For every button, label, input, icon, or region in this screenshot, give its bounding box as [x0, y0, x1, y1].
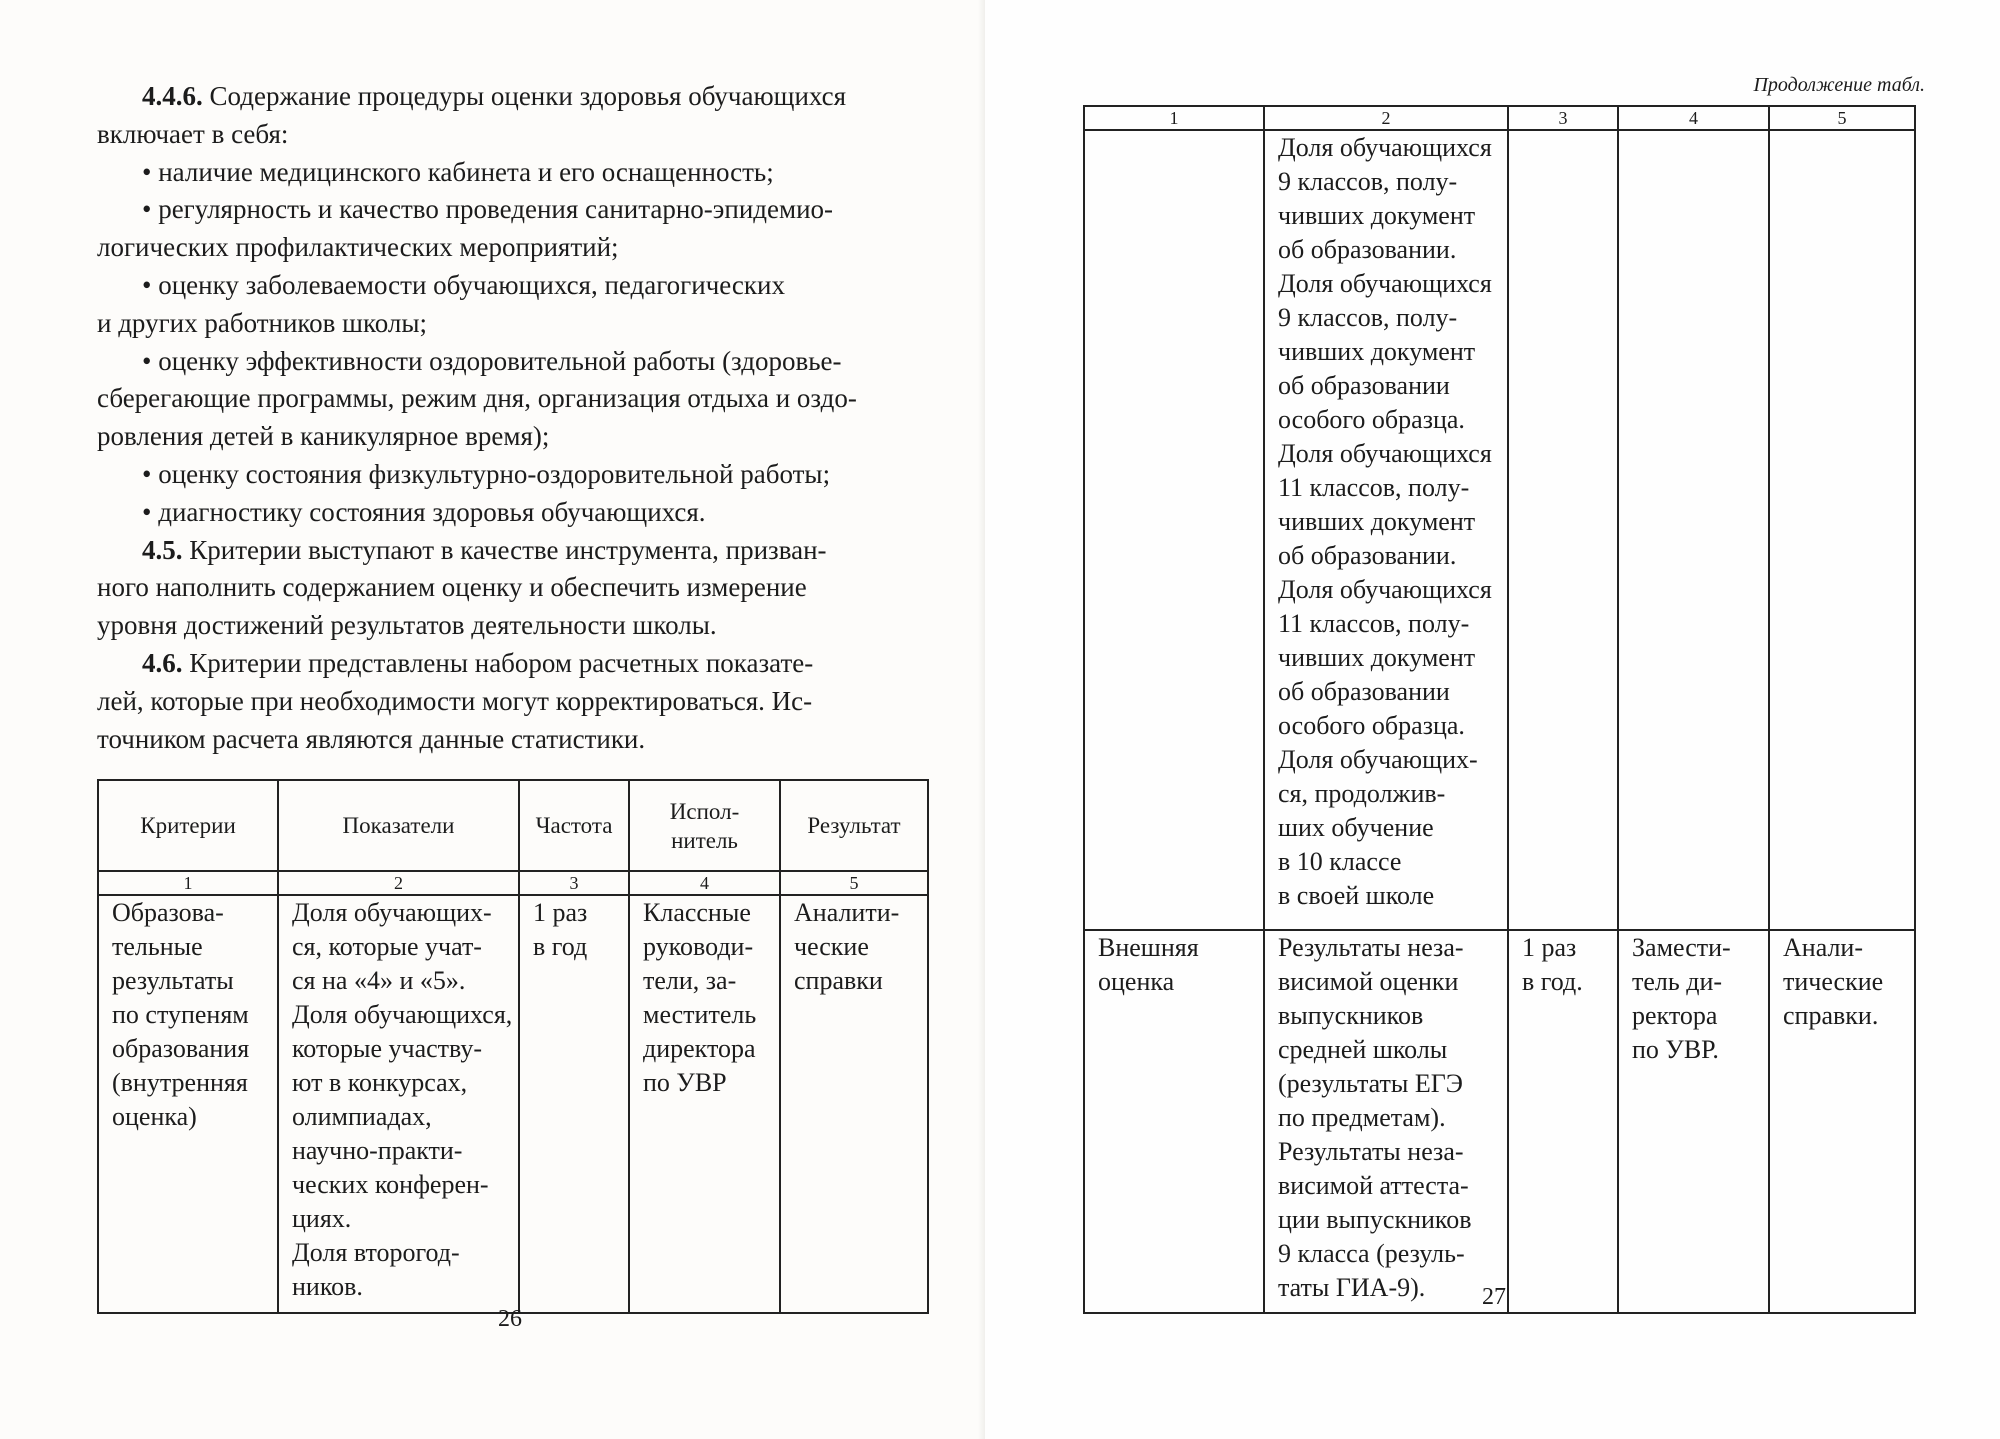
text-line — [97, 343, 925, 381]
cell-line: 9 классов, полу- — [1278, 167, 1458, 196]
text-line — [97, 569, 925, 607]
cell-indicators — [1264, 930, 1508, 1313]
text-line — [97, 154, 925, 192]
cell-line: образования — [112, 1034, 250, 1063]
page-number: 27 — [1482, 1284, 1506, 1310]
cell-frequency — [1508, 130, 1618, 930]
cell-line: меститель — [643, 1000, 757, 1029]
column-header — [98, 780, 278, 871]
cell-line: чивших документ — [1278, 643, 1476, 672]
cell-line: справки — [794, 966, 883, 995]
column-header — [519, 780, 629, 871]
cell-frequency — [1508, 930, 1618, 1313]
cell-line: Результаты неза- — [1278, 1137, 1464, 1166]
header-line: Результат — [807, 813, 901, 838]
cell-line: висимой аттеста- — [1278, 1171, 1469, 1200]
text-line — [97, 116, 925, 154]
cell-line: 11 классов, полу- — [1278, 473, 1470, 502]
cell-result — [1769, 930, 1915, 1313]
cell-line: ся, которые учат- — [292, 932, 482, 961]
criteria-table — [97, 779, 929, 1314]
cell-line: ших обучение — [1278, 813, 1434, 842]
cell-line: по УВР. — [1632, 1035, 1719, 1064]
column-number: 3 — [519, 871, 629, 895]
cell-line: Внешняя — [1098, 933, 1199, 962]
cell-indicators — [1264, 130, 1508, 930]
column-number-row — [98, 871, 928, 895]
column-number: 4 — [629, 871, 780, 895]
cell-line: ческих конферен- — [292, 1170, 489, 1199]
cell-line: Доля обучающихся — [1278, 133, 1492, 162]
text-line-content: Критерии выступают в качестве инструмента, призван- — [189, 534, 827, 565]
text-line — [97, 607, 925, 645]
cell-criteria — [98, 895, 278, 1313]
text-line — [97, 229, 925, 267]
column-number-row — [1084, 106, 1915, 130]
cell-line: справки. — [1783, 1001, 1879, 1030]
cell-line: в 10 классе — [1278, 847, 1402, 876]
cell-line: чивших документ — [1278, 507, 1476, 536]
cell-line: циях. — [292, 1204, 352, 1233]
cell-line: ректора — [1632, 1001, 1718, 1030]
text-line-content: • регулярность и качество проведения санитарно-эпидемио- — [142, 194, 834, 225]
column-number: 5 — [1769, 106, 1915, 130]
text-line-content: • наличие медицинского кабинета и его оснащенность; — [142, 156, 774, 187]
cell-line: Результаты неза- — [1278, 933, 1464, 962]
column-header — [278, 780, 519, 871]
column-number: 2 — [278, 871, 519, 895]
table-row — [1084, 930, 1915, 1313]
text-line — [97, 418, 925, 456]
cell-line: тические — [1783, 967, 1884, 996]
section-number: 4.6. — [142, 647, 183, 678]
text-line-content: и других работников школы; — [97, 307, 427, 338]
cell-line: Замести- — [1632, 933, 1731, 962]
text-line-content: ровления детей в каникулярное время); — [97, 421, 550, 452]
cell-line: Аналити- — [794, 898, 900, 927]
cell-result — [780, 895, 928, 1313]
text-line — [97, 305, 925, 343]
cell-line: ся, продолжив- — [1278, 779, 1446, 808]
header-line: Показатели — [342, 813, 455, 838]
cell-criteria — [1084, 130, 1264, 930]
cell-line: Доля обучающих- — [292, 898, 492, 927]
text-line — [97, 78, 925, 116]
column-number: 5 — [780, 871, 928, 895]
cell-line: особого образца. — [1278, 405, 1465, 434]
header-row — [98, 780, 928, 871]
cell-line: Доля обучающихся — [1278, 439, 1492, 468]
column-header — [629, 780, 780, 871]
text-line-content: • диагностику состояния здоровья обучающихся. — [142, 496, 706, 527]
cell-line: 9 класса (резуль- — [1278, 1239, 1465, 1268]
cell-line: тельные — [112, 932, 203, 961]
cell-executor — [629, 895, 780, 1313]
column-number: 1 — [1084, 106, 1264, 130]
cell-line: особого образца. — [1278, 711, 1465, 740]
cell-line: выпускников — [1278, 1001, 1424, 1030]
cell-line: оценка) — [112, 1102, 197, 1131]
section-number: 4.4.6. — [142, 81, 203, 111]
cell-line: об образовании. — [1278, 235, 1457, 264]
cell-line: Доля обучающих- — [1278, 745, 1478, 774]
left-page — [0, 0, 985, 1439]
text-line-content: • оценку состояния физкультурно-оздоровительной работы; — [142, 458, 831, 489]
cell-result — [1769, 130, 1915, 930]
text-line-content: Содержание процедуры оценки здоровья обучающихся — [209, 81, 847, 111]
cell-line: Анали- — [1783, 933, 1864, 962]
cell-line: в год — [533, 932, 588, 961]
cell-line: 1 раз — [533, 898, 588, 927]
header-line: Частота — [535, 813, 613, 838]
cell-line: об образовании. — [1278, 541, 1457, 570]
cell-line: чивших документ — [1278, 201, 1476, 230]
cell-line: по ступеням — [112, 1000, 249, 1029]
text-line-content: • оценку заболеваемости обучающихся, педагогических — [142, 269, 785, 300]
cell-line: ся на «4» и «5». — [292, 966, 466, 995]
column-number: 4 — [1618, 106, 1769, 130]
cell-line: руководи- — [643, 932, 754, 961]
cell-line: ют в конкурсах, — [292, 1068, 468, 1097]
cell-line: висимой оценки — [1278, 967, 1459, 996]
cell-line: Классные — [643, 898, 751, 927]
text-line-content: сберегающие программы, режим дня, организация отдыха и оздо- — [97, 383, 857, 414]
text-line — [97, 683, 925, 721]
cell-line: научно-практи- — [292, 1136, 463, 1165]
column-number: 3 — [1508, 106, 1618, 130]
cell-line: директора — [643, 1034, 756, 1063]
cell-line: чивших документ — [1278, 337, 1476, 366]
text-line-content: лей, которые при необходимости могут корректироваться. Ис- — [97, 685, 813, 716]
text-line — [97, 267, 925, 305]
cell-line: по предметам). — [1278, 1103, 1446, 1132]
table-row — [1084, 130, 1915, 930]
cell-executor — [1618, 130, 1769, 930]
text-line-content: включает в себя: — [97, 118, 289, 149]
cell-line: ников. — [292, 1272, 363, 1301]
text-line-content: ного наполнить содержанием оценку и обеспечить измерение — [97, 572, 807, 603]
section-number: 4.5. — [142, 534, 183, 565]
cell-line: оценка — [1098, 967, 1175, 996]
cell-line: 1 раз — [1522, 933, 1577, 962]
text-line-content: уровня достижений результатов деятельности школы. — [97, 610, 717, 641]
cell-executor — [1618, 930, 1769, 1313]
cell-line: которые участву- — [292, 1034, 483, 1063]
cell-line: тель ди- — [1632, 967, 1723, 996]
cell-line: ческие — [794, 932, 869, 961]
cell-line: результаты — [112, 966, 234, 995]
cell-line: Доля обучающихся, — [292, 1000, 513, 1029]
column-number: 2 — [1264, 106, 1508, 130]
text-line — [97, 456, 925, 494]
text-line-content: точником расчета являются данные статистики. — [97, 723, 646, 754]
text-line-content: • оценку эффективности оздоровительной работы (здоровье- — [142, 345, 842, 376]
cell-line: тели, за- — [643, 966, 737, 995]
cell-frequency — [519, 895, 629, 1313]
header-line: нитель — [671, 827, 738, 853]
criteria-table-continued — [1083, 105, 1916, 1314]
cell-line: (результаты ЕГЭ — [1278, 1069, 1463, 1098]
cell-line: Образова- — [112, 898, 224, 927]
table-row — [98, 895, 928, 1313]
text-line — [97, 380, 925, 418]
cell-line: в год. — [1522, 967, 1583, 996]
cell-line: ции выпускников — [1278, 1205, 1472, 1234]
cell-line: об образовании — [1278, 371, 1450, 400]
cell-line: по УВР — [643, 1068, 727, 1097]
body-text — [97, 78, 925, 758]
cell-indicators — [278, 895, 519, 1313]
cell-line: 9 классов, полу- — [1278, 303, 1458, 332]
text-line — [97, 645, 925, 683]
page-number: 26 — [498, 1306, 522, 1332]
text-line-content: логических профилактических мероприятий; — [97, 232, 619, 263]
cell-criteria — [1084, 930, 1264, 1313]
cell-line: об образовании — [1278, 677, 1450, 706]
cell-line: Доля второгод- — [292, 1238, 460, 1267]
cell-line: средней школы — [1278, 1035, 1448, 1064]
cell-line: таты ГИА-9). — [1278, 1273, 1426, 1302]
column-header — [780, 780, 928, 871]
header-line: Критерии — [140, 813, 236, 838]
text-line — [97, 721, 925, 759]
header-line: Испол- — [669, 798, 740, 824]
cell-line: (внутренняя — [112, 1068, 248, 1097]
continuation-label: Продолжение табл. — [1753, 74, 1925, 96]
cell-line: Доля обучающихся — [1278, 575, 1492, 604]
column-number: 1 — [98, 871, 278, 895]
cell-line: в своей школе — [1278, 881, 1435, 910]
text-line — [97, 532, 925, 570]
cell-line: Доля обучающихся — [1278, 269, 1492, 298]
text-line — [97, 494, 925, 532]
text-line — [97, 191, 925, 229]
cell-line: олимпиадах, — [292, 1102, 432, 1131]
cell-line: 11 классов, полу- — [1278, 609, 1470, 638]
text-line-content: Критерии представлены набором расчетных показате- — [189, 647, 814, 678]
